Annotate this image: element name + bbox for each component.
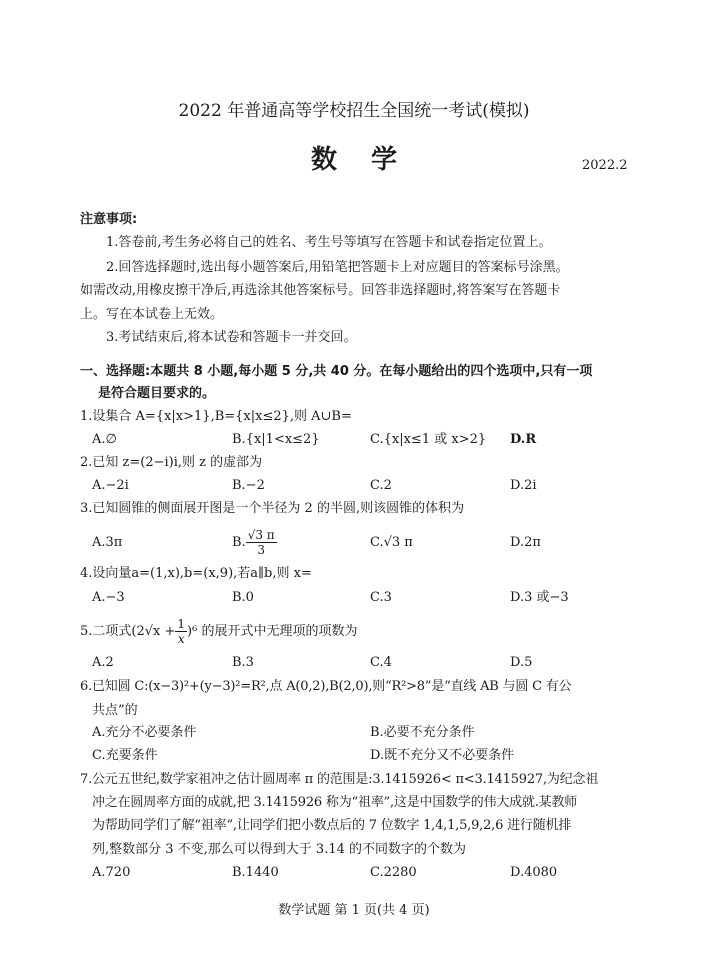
notice-heading: 注意事项:: [80, 212, 138, 227]
q4-option-d: D.3 或−3: [510, 590, 569, 605]
q7-option-d: D.4080: [510, 865, 558, 880]
q1-option-a: A.∅: [92, 432, 117, 447]
q2-option-a: A.−2i: [92, 478, 129, 493]
fraction-numerator: 1: [177, 617, 186, 631]
exam-date: 2022.2: [582, 158, 628, 173]
fraction-numerator: √3 π: [247, 528, 275, 542]
q4-option-c: C.3: [370, 590, 392, 605]
q1-option-c: C.{x|x≤1 或 x>2}: [370, 432, 487, 447]
q6-option-b: B.必要不充分条件: [370, 725, 475, 740]
question-7-stem-cont: 为帮助同学们了解“祖率”,让同学们把小数点后的 7 位数字 1,4,1,5,9,2,6 进行随机排: [92, 818, 572, 833]
q4-option-b: B.0: [232, 590, 254, 605]
question-5-stem: [80, 612, 357, 652]
q2-option-c: C.2: [370, 478, 392, 493]
q3-option-b-fraction: [246, 528, 277, 557]
q2-option-d: D.2i: [510, 478, 537, 493]
q5-option-b: B.3: [232, 655, 254, 670]
q6-option-a: A.充分不必要条件: [92, 725, 197, 740]
page-footer: 数学试题 第 1 页(共 4 页): [278, 903, 430, 918]
q6-option-c: C.充要条件: [92, 748, 158, 763]
question-2-stem: 2.已知 z=(2−i)i,则 z 的虚部为: [80, 455, 263, 470]
q4-option-a: A.−3: [92, 590, 125, 605]
notice-item: 上。写在本试卷上无效。: [80, 307, 224, 322]
q5-stem-end: )⁶ 的展开式中无理项的项数为: [187, 624, 358, 639]
q3-option-b: [232, 520, 277, 566]
q3-option-d: D.2π: [510, 535, 541, 550]
notice-item: 2.回答选择题时,选出每小题答案后,用铅笔把答题卡上对应题目的答案标号涂黑。: [106, 260, 569, 275]
question-7-stem-cont: 列,整数部分 3 不变,那么可以得到大于 3.14 的不同数字的个数为: [92, 842, 467, 857]
q3-option-b-label: B.: [232, 535, 246, 550]
q7-option-b: B.1440: [232, 865, 279, 880]
q7-option-c: C.2280: [370, 865, 417, 880]
notice-item: 1.答卷前,考生务必将自己的姓名、考生号等填写在答题卡和试卷指定位置上。: [106, 235, 552, 250]
q5-option-a: A.2: [92, 655, 114, 670]
subject-title: 数学: [310, 145, 431, 175]
q5-stem-start: 5.二项式(2√x +: [80, 624, 176, 639]
q6-option-d: D.既不充分又不必要条件: [370, 748, 515, 763]
q7-option-a: A.720: [92, 865, 131, 880]
question-7-stem-cont: 冲之在圆周率方面的成就,把 3.1415926 称为“祖率”,这是中国数学的伟大成就.某教师: [92, 795, 578, 810]
exam-title: 2022 年普通高等学校招生全国统一考试(模拟): [178, 101, 530, 121]
question-6-stem-cont: 共点”的: [92, 703, 138, 718]
q1-option-d: D.R: [510, 432, 537, 447]
q1-option-b: B.{x|1<x≤2}: [232, 432, 320, 447]
q5-fraction: [175, 617, 187, 646]
notice-item: 如需改动,用橡皮擦干净后,再选涂其他答案标号。回答非选择题时,将答案写在答题卡: [80, 283, 561, 298]
question-6-stem: 6.已知圆 C:(x−3)²+(y−3)²=R²,点 A(0,2),B(2,0),则“R²>8”是“直线 AB 与圆 C 有公: [80, 679, 572, 694]
question-3-stem: 3.已知圆锥的侧面展开图是一个半径为 2 的半圆,则该圆锥的体积为: [80, 501, 465, 516]
fraction-denominator: 3: [257, 543, 265, 557]
q3-option-a: A.3π: [92, 535, 123, 550]
section-heading: 一、选择题:本题共 8 小题,每小题 5 分,共 40 分。在每小题给出的四个选项中,只有一项: [80, 364, 593, 379]
question-4-stem: 4.设向量a=(1,x),b=(x,9),若a∥b,则 x=: [80, 566, 312, 581]
question-1-stem: 1.设集合 A={x|x>1},B={x|x≤2},则 A∪B=: [80, 409, 352, 424]
fraction-denominator: x: [177, 632, 185, 646]
q2-option-b: B.−2: [232, 478, 265, 493]
notice-item: 3.考试结束后,将本试卷和答题卡一并交回。: [106, 330, 357, 345]
section-heading-cont: 是符合题目要求的。: [98, 386, 216, 401]
question-7-stem: 7.公元五世纪,数学家祖冲之估计圆周率 π 的范围是:3.1415926< π<3.1415927,为纪念祖: [80, 772, 599, 787]
q5-option-c: C.4: [370, 655, 392, 670]
q3-option-c: C.√3 π: [370, 535, 413, 550]
q5-option-d: D.5: [510, 655, 533, 670]
